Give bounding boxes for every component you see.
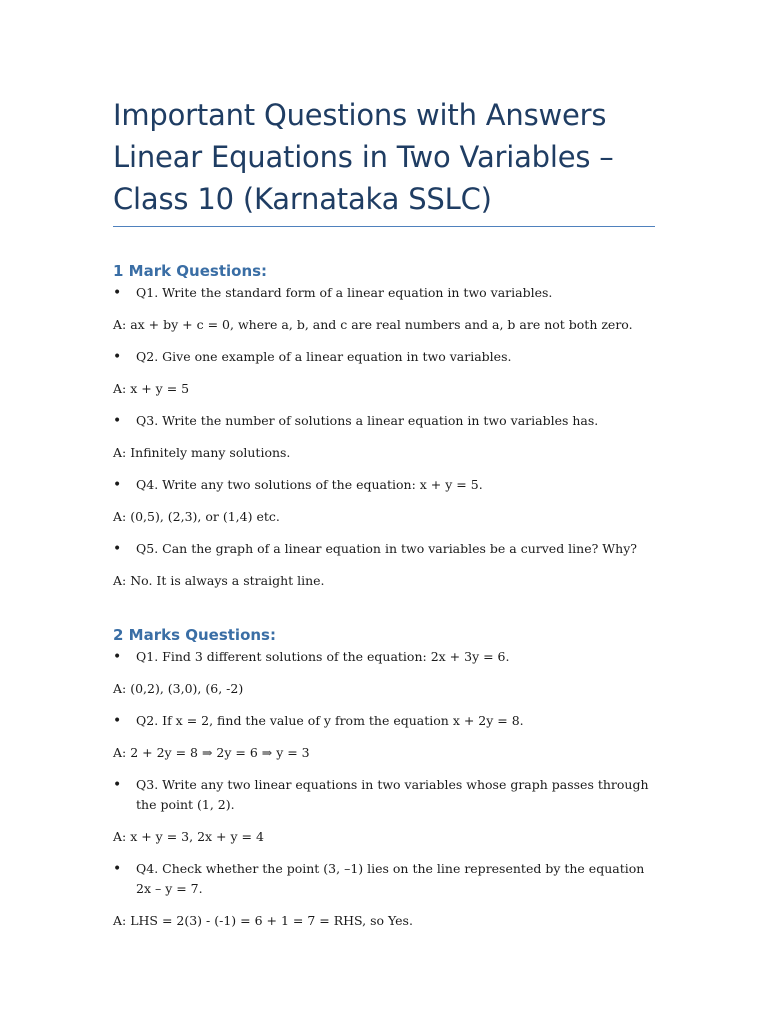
question-text: Q1. Find 3 different solutions of the equation: 2x + 3y = 6. xyxy=(136,649,510,664)
answer: A: (0,2), (3,0), (6, -2) xyxy=(113,681,244,696)
question-text: Q5. Can the graph of a linear equation in two variables be a curved line? Why? xyxy=(136,541,637,556)
bullet-icon: • xyxy=(113,541,122,557)
answer: A: 2 + 2y = 8 ⇒ 2y = 6 ⇒ y = 3 xyxy=(113,745,310,760)
qa-item xyxy=(113,475,655,527)
bullet-icon: • xyxy=(113,861,122,877)
answer: A: x + y = 5 xyxy=(113,381,190,396)
section-2-marks xyxy=(113,623,655,931)
question xyxy=(113,711,655,731)
question-text: Q4. Write any two solutions of the equation: x + y = 5. xyxy=(136,477,483,492)
qa-item xyxy=(113,859,655,931)
question-text: Q2. If x = 2, find the value of y from the equation x + 2y = 8. xyxy=(136,713,524,728)
qa-item xyxy=(113,347,655,399)
answer: A: ax + by + c = 0, where a, b, and c are real numbers and a, b are not both zero. xyxy=(113,317,633,332)
bullet-icon: • xyxy=(113,413,122,429)
question-text: Q3. Write the number of solutions a linear equation in two variables has. xyxy=(136,413,599,428)
title-line-3: Class 10 (Karnataka SSLC) xyxy=(113,182,492,216)
question xyxy=(113,859,655,899)
bullet-icon: • xyxy=(113,777,122,793)
section-heading: 1 Mark Questions: xyxy=(113,262,268,280)
section-1-mark xyxy=(113,259,655,591)
answer: A: No. It is always a straight line. xyxy=(113,573,325,588)
answer: A: x + y = 3, 2x + y = 4 xyxy=(113,829,264,844)
answer: A: Infinitely many solutions. xyxy=(113,445,291,460)
question xyxy=(113,775,655,815)
question-text: Q4. Check whether the point (3, –1) lies on the line represented by the equation 2x – y = 7. xyxy=(136,861,645,896)
qa-item xyxy=(113,411,655,463)
qa-item xyxy=(113,283,655,335)
question xyxy=(113,647,655,667)
bullet-icon: • xyxy=(113,477,122,493)
section-heading: 2 Marks Questions: xyxy=(113,626,276,644)
document-page xyxy=(113,94,655,943)
question xyxy=(113,411,655,431)
answer: A: LHS = 2(3) - (-1) = 6 + 1 = 7 = RHS, so Yes. xyxy=(113,913,413,928)
question-text: Q2. Give one example of a linear equation in two variables. xyxy=(136,349,512,364)
answer: A: (0,5), (2,3), or (1,4) etc. xyxy=(113,509,280,524)
bullet-icon: • xyxy=(113,713,122,729)
document-title xyxy=(113,94,655,220)
bullet-icon: • xyxy=(113,285,122,301)
qa-item xyxy=(113,647,655,699)
question-text: Q3. Write any two linear equations in two variables whose graph passes through the point (1, 2). xyxy=(136,777,649,812)
question xyxy=(113,347,655,367)
title-line-2: Linear Equations in Two Variables – xyxy=(113,140,614,174)
bullet-icon: • xyxy=(113,349,122,365)
question xyxy=(113,475,655,495)
question xyxy=(113,283,655,303)
title-line-1: Important Questions with Answers xyxy=(113,98,607,132)
question-text: Q1. Write the standard form of a linear equation in two variables. xyxy=(136,285,553,300)
question xyxy=(113,539,655,559)
title-underline xyxy=(113,226,655,227)
bullet-icon: • xyxy=(113,649,122,665)
qa-item xyxy=(113,539,655,591)
qa-item xyxy=(113,711,655,763)
qa-item xyxy=(113,775,655,847)
